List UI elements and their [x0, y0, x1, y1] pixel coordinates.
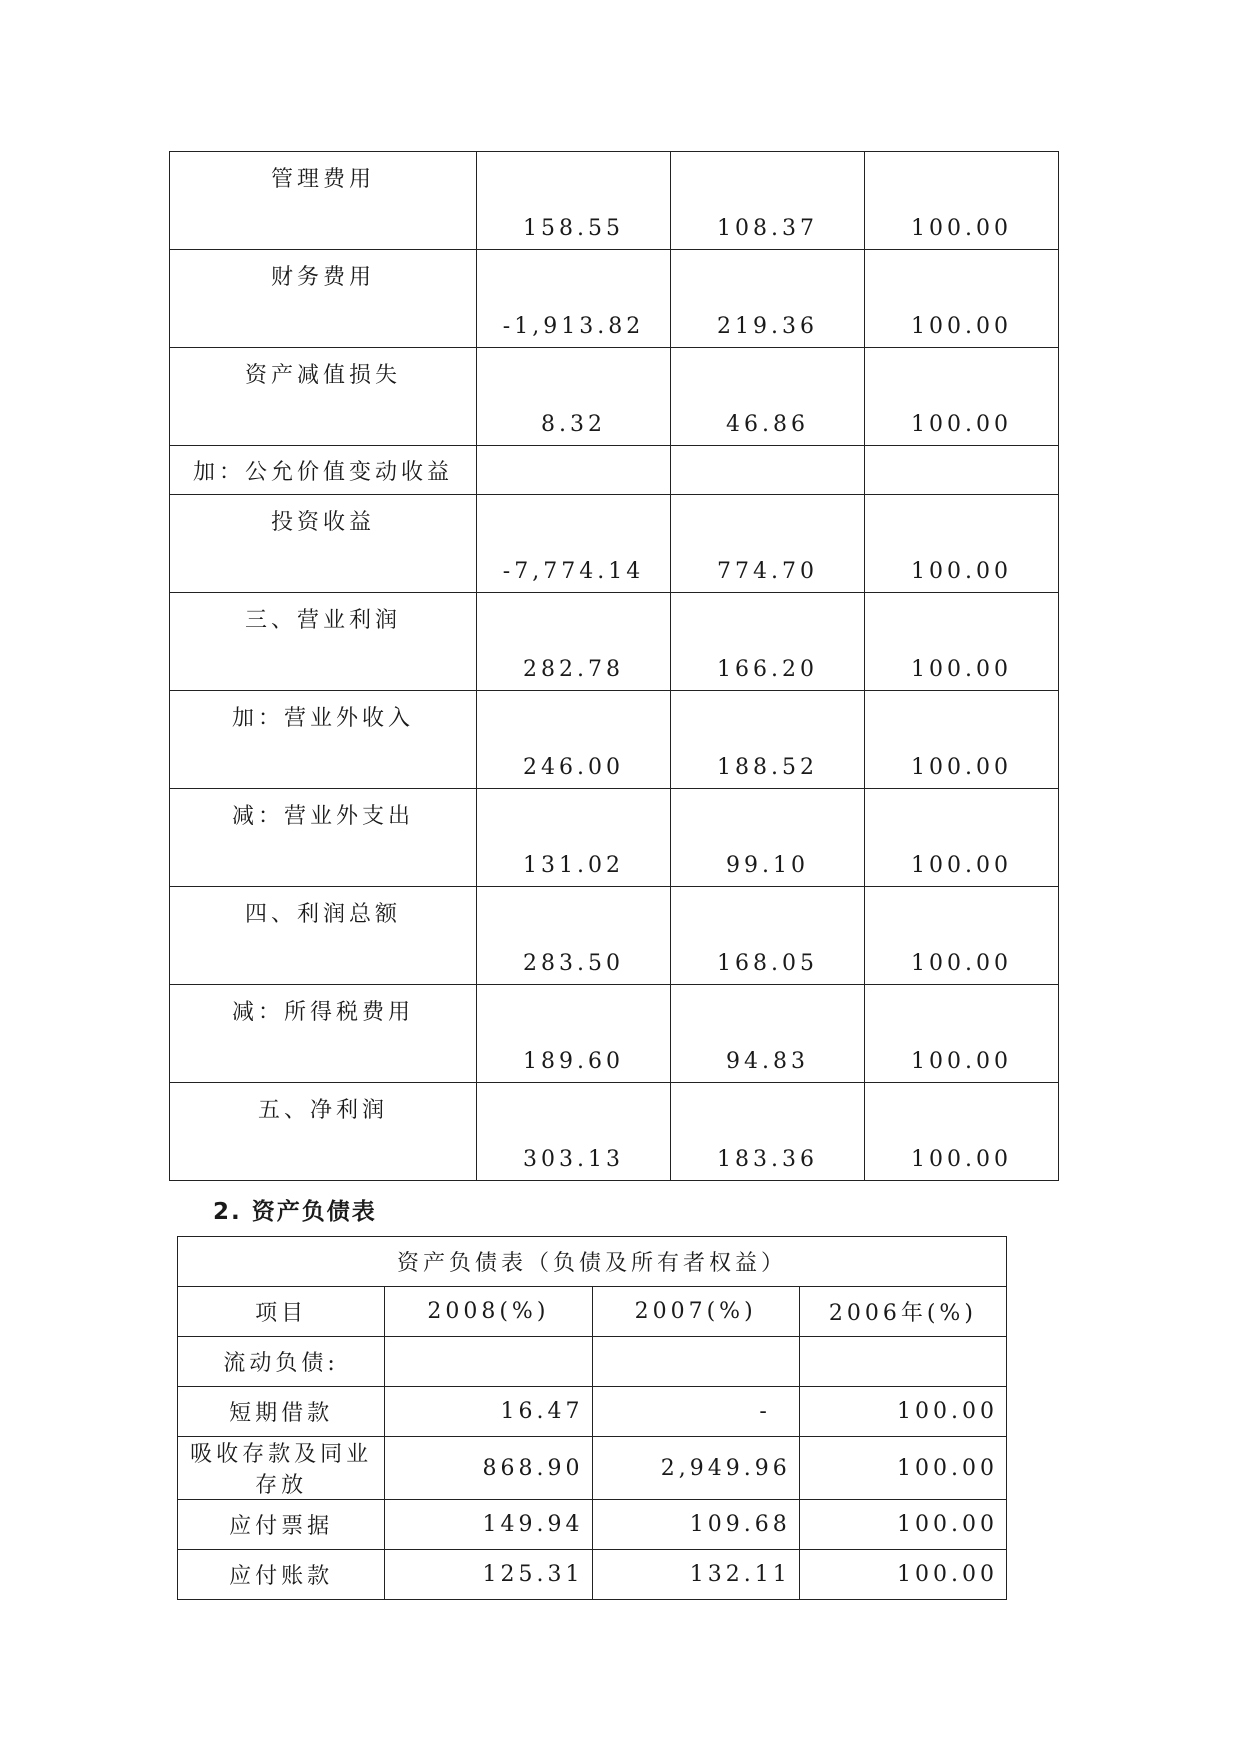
value-2008: -7,774.14 [477, 495, 671, 593]
value-2007: 168.05 [671, 887, 865, 985]
value-2006: 100.00 [865, 152, 1059, 250]
value-2008: 283.50 [477, 887, 671, 985]
row-label: 五、净利润 [170, 1083, 477, 1181]
row-label: 应付账款 [178, 1550, 385, 1600]
value-2006: 100.00 [865, 789, 1059, 887]
value-2007: 132.11 [592, 1550, 799, 1600]
column-header: 项目 [178, 1287, 385, 1337]
table-row [170, 446, 1059, 495]
value-2007: 109.68 [592, 1500, 799, 1550]
value-2007: 46.86 [671, 348, 865, 446]
row-label: 流动负债: [178, 1337, 385, 1387]
table-row [170, 691, 1059, 789]
value-2006: 100.00 [865, 495, 1059, 593]
value-2008 [385, 1337, 592, 1387]
row-label: 管理费用 [170, 152, 477, 250]
value-2007: 94.83 [671, 985, 865, 1083]
value-2008: 8.32 [477, 348, 671, 446]
balance-sheet-table [177, 1236, 1007, 1600]
row-label: 资产减值损失 [170, 348, 477, 446]
value-2006: 100.00 [799, 1437, 1006, 1500]
row-label: 吸收存款及同业存放 [178, 1437, 385, 1500]
row-label: 三、营业利润 [170, 593, 477, 691]
value-2006 [865, 446, 1059, 495]
value-2007: - [592, 1387, 799, 1437]
value-2007: 108.37 [671, 152, 865, 250]
value-2007: 183.36 [671, 1083, 865, 1181]
row-label: 四、利润总额 [170, 887, 477, 985]
value-2006: 100.00 [865, 1083, 1059, 1181]
table-row [170, 789, 1059, 887]
value-2008: 158.55 [477, 152, 671, 250]
value-2007: 99.10 [671, 789, 865, 887]
value-2006: 100.00 [865, 887, 1059, 985]
row-label: 短期借款 [178, 1387, 385, 1437]
value-2006: 100.00 [865, 691, 1059, 789]
value-2006 [799, 1337, 1006, 1387]
table-row [178, 1337, 1007, 1387]
value-2006: 100.00 [799, 1500, 1006, 1550]
column-header: 2007(%) [592, 1287, 799, 1337]
value-2008: 246.00 [477, 691, 671, 789]
row-label: 减：所得税费用 [170, 985, 477, 1083]
value-2006: 100.00 [865, 593, 1059, 691]
table-row [170, 152, 1059, 250]
value-2007: 774.70 [671, 495, 865, 593]
value-2008: 149.94 [385, 1500, 592, 1550]
column-header: 2006年(%) [799, 1287, 1006, 1337]
value-2007: 188.52 [671, 691, 865, 789]
value-2008: 868.90 [385, 1437, 592, 1500]
table-header-row [178, 1287, 1007, 1337]
value-2006: 100.00 [799, 1387, 1006, 1437]
row-label: 投资收益 [170, 495, 477, 593]
value-2007 [671, 446, 865, 495]
value-2008: -1,913.82 [477, 250, 671, 348]
value-2008: 125.31 [385, 1550, 592, 1600]
value-2008: 189.60 [477, 985, 671, 1083]
table-row [170, 985, 1059, 1083]
value-2008: 282.78 [477, 593, 671, 691]
table-row [170, 593, 1059, 691]
table-row [178, 1387, 1007, 1437]
table-row [178, 1500, 1007, 1550]
row-label: 加：营业外收入 [170, 691, 477, 789]
income-statement-table [169, 151, 1059, 1181]
table-title: 资产负债表（负债及所有者权益） [178, 1237, 1007, 1287]
value-2006: 100.00 [799, 1550, 1006, 1600]
value-2006: 100.00 [865, 985, 1059, 1083]
value-2006: 100.00 [865, 250, 1059, 348]
row-label: 财务费用 [170, 250, 477, 348]
table-row [170, 250, 1059, 348]
value-2008 [477, 446, 671, 495]
value-2007: 219.36 [671, 250, 865, 348]
table-row [170, 495, 1059, 593]
row-label: 应付票据 [178, 1500, 385, 1550]
table-row [178, 1550, 1007, 1600]
value-2008: 303.13 [477, 1083, 671, 1181]
value-2007 [592, 1337, 799, 1387]
value-2007: 166.20 [671, 593, 865, 691]
table-title-row [178, 1237, 1007, 1287]
value-2008: 16.47 [385, 1387, 592, 1437]
table-row [170, 1083, 1059, 1181]
column-header: 2008(%) [385, 1287, 592, 1337]
section-heading: 2. 资产负债表 [213, 1199, 377, 1225]
row-label: 加：公允价值变动收益 [170, 446, 477, 495]
table-row [170, 887, 1059, 985]
value-2006: 100.00 [865, 348, 1059, 446]
table-row [170, 348, 1059, 446]
table-row [178, 1437, 1007, 1500]
value-2007: 2,949.96 [592, 1437, 799, 1500]
row-label: 减：营业外支出 [170, 789, 477, 887]
value-2008: 131.02 [477, 789, 671, 887]
